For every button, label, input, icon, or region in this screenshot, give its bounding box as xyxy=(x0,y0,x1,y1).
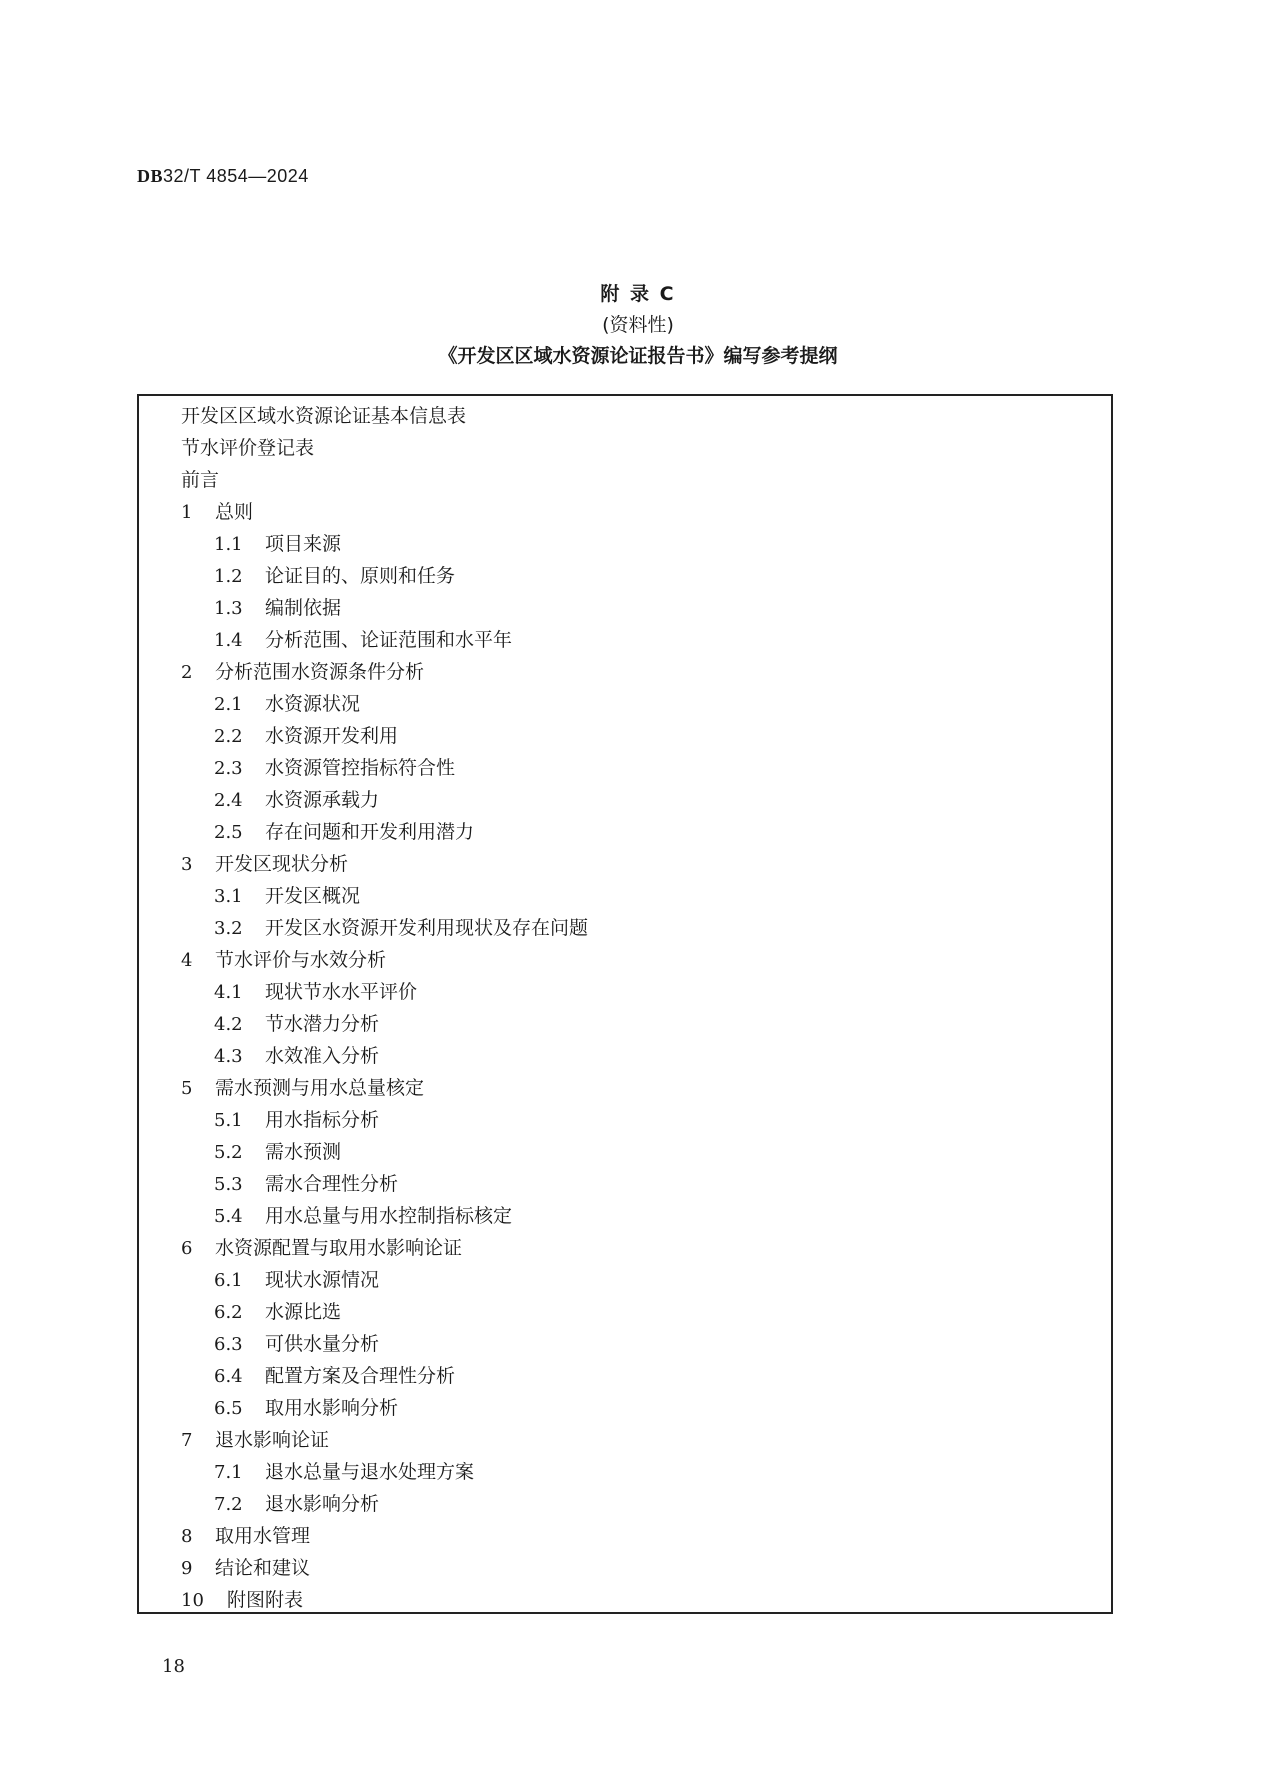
outline-item xyxy=(214,528,341,560)
outline-item-number: 7.2 xyxy=(214,1494,243,1515)
outline-item-number: 5.4 xyxy=(214,1206,243,1227)
outline-item xyxy=(181,496,253,528)
outline-item xyxy=(214,1296,341,1328)
outline-item xyxy=(181,432,314,464)
page-number: 18 xyxy=(162,1656,185,1677)
standard-number: 32/T 4854—2024 xyxy=(163,166,309,186)
outline-item-text: 取用水管理 xyxy=(215,1525,311,1547)
outline-item xyxy=(181,656,424,688)
outline-item xyxy=(214,1360,455,1392)
outline-item xyxy=(214,1456,474,1488)
outline-item xyxy=(214,784,379,816)
outline-item-text: 现状节水水平评价 xyxy=(265,981,418,1003)
outline-item xyxy=(214,592,341,624)
outline-item-number: 4.3 xyxy=(214,1046,243,1067)
outline-item-number: 1.1 xyxy=(214,534,243,555)
outline-item-text: 项目来源 xyxy=(265,533,342,555)
outline-item xyxy=(214,1008,379,1040)
outline-item-number: 8 xyxy=(181,1526,193,1547)
outline-item xyxy=(214,1200,512,1232)
outline-item xyxy=(214,1040,379,1072)
outline-item-number: 1.2 xyxy=(214,566,243,587)
outline-item xyxy=(181,1424,329,1456)
outline-item-number: 2.2 xyxy=(214,726,243,747)
outline-item-text: 用水指标分析 xyxy=(265,1109,380,1131)
outline-item xyxy=(214,1168,398,1200)
outline-item-text: 取用水影响分析 xyxy=(265,1397,399,1419)
outline-item xyxy=(214,880,360,912)
outline-item-number: 2 xyxy=(181,662,193,683)
outline-item-text: 节水评价登记表 xyxy=(181,437,315,459)
outline-item-text: 节水评价与水效分析 xyxy=(215,949,387,971)
outline-item-number: 5.2 xyxy=(214,1142,243,1163)
outline-item-text: 现状水源情况 xyxy=(265,1269,380,1291)
outline-item-text: 存在问题和开发利用潜力 xyxy=(265,821,475,843)
outline-item-number: 5.1 xyxy=(214,1110,243,1131)
outline-item xyxy=(181,400,466,432)
outline-item-text: 水资源开发利用 xyxy=(265,725,399,747)
outline-item-text: 水资源管控指标符合性 xyxy=(265,757,456,779)
outline-item-number: 6.5 xyxy=(214,1398,243,1419)
outline-item-text: 开发区区域水资源论证基本信息表 xyxy=(181,405,467,427)
outline-item-number: 10 xyxy=(181,1590,204,1611)
outline-item xyxy=(214,560,455,592)
outline-item-number: 7.1 xyxy=(214,1462,243,1483)
outline-item-number: 3.1 xyxy=(214,886,243,907)
outline-item-number: 6.2 xyxy=(214,1302,243,1323)
outline-item-text: 节水潜力分析 xyxy=(265,1013,380,1035)
outline-item xyxy=(214,1328,379,1360)
outline-item-text: 水效准入分析 xyxy=(265,1045,380,1067)
outline-item-text: 退水总量与退水处理方案 xyxy=(265,1461,475,1483)
outline-item-text: 总则 xyxy=(215,501,254,523)
outline-item xyxy=(214,624,512,656)
appendix-nature: (资料性) xyxy=(602,314,674,336)
outline-item-text: 水资源状况 xyxy=(265,693,361,715)
outline-item-number: 7 xyxy=(181,1430,193,1451)
outline-item-text: 需水预测与用水总量核定 xyxy=(215,1077,425,1099)
outline-item-text: 水资源承载力 xyxy=(265,789,380,811)
outline-item-number: 1.3 xyxy=(214,598,243,619)
outline-item-number: 4.1 xyxy=(214,982,243,1003)
outline-item xyxy=(181,1520,310,1552)
outline-item xyxy=(214,720,398,752)
outline-item xyxy=(181,1232,462,1264)
outline-item xyxy=(181,1552,310,1584)
outline-item-number: 4 xyxy=(181,950,193,971)
outline-item-text: 开发区概况 xyxy=(265,885,361,907)
outline-item-number: 9 xyxy=(181,1558,193,1579)
outline-item-number: 6 xyxy=(181,1238,193,1259)
outline-item xyxy=(214,1488,379,1520)
outline-item xyxy=(214,816,474,848)
standard-prefix: DB xyxy=(137,166,164,186)
outline-item-text: 退水影响分析 xyxy=(265,1493,380,1515)
outline-item-text: 用水总量与用水控制指标核定 xyxy=(265,1205,513,1227)
appendix-title: 附 录 C xyxy=(600,283,676,305)
outline-item-text: 需水预测 xyxy=(265,1141,342,1163)
outline-item xyxy=(214,752,455,784)
outline-item xyxy=(214,1136,341,1168)
outline-item-text: 配置方案及合理性分析 xyxy=(265,1365,456,1387)
outline-item xyxy=(214,912,588,944)
outline-item xyxy=(214,688,360,720)
outline-item-number: 4.2 xyxy=(214,1014,243,1035)
outline-item xyxy=(214,1104,379,1136)
outline-item-number: 1.4 xyxy=(214,630,243,651)
outline-item-number: 3.2 xyxy=(214,918,243,939)
outline-item xyxy=(214,976,417,1008)
outline-item-number: 2.1 xyxy=(214,694,243,715)
outline-item-number: 5 xyxy=(181,1078,193,1099)
outline-item-number: 6.1 xyxy=(214,1270,243,1291)
outline-item-text: 需水合理性分析 xyxy=(265,1173,399,1195)
outline-item-number: 1 xyxy=(181,502,193,523)
standard-code xyxy=(137,166,309,187)
outline-item-number: 5.3 xyxy=(214,1174,243,1195)
outline-item-text: 论证目的、原则和任务 xyxy=(265,565,456,587)
outline-item-text: 退水影响论证 xyxy=(215,1429,330,1451)
outline-item-text: 分析范围水资源条件分析 xyxy=(215,661,425,683)
outline-item-number: 2.4 xyxy=(214,790,243,811)
outline-item xyxy=(214,1264,379,1296)
outline-item-text: 水资源配置与取用水影响论证 xyxy=(215,1237,463,1259)
outline-item xyxy=(181,848,348,880)
outline-item-text: 结论和建议 xyxy=(215,1557,311,1579)
outline-item-number: 2.3 xyxy=(214,758,243,779)
outline-item xyxy=(181,1072,424,1104)
outline-item-number: 3 xyxy=(181,854,193,875)
appendix-subtitle: 《开发区区域水资源论证报告书》编写参考提纲 xyxy=(438,345,838,367)
outline-item xyxy=(214,1392,398,1424)
outline-item xyxy=(181,1584,303,1616)
outline-item-number: 2.5 xyxy=(214,822,243,843)
outline-item xyxy=(181,944,386,976)
outline-item-text: 开发区现状分析 xyxy=(215,853,349,875)
outline-item-text: 开发区水资源开发利用现状及存在问题 xyxy=(265,917,589,939)
outline-box xyxy=(137,394,1113,1614)
outline-item-text: 分析范围、论证范围和水平年 xyxy=(265,629,513,651)
outline-item-number: 6.4 xyxy=(214,1366,243,1387)
outline-item-text: 水源比选 xyxy=(265,1301,342,1323)
outline-item-text: 编制依据 xyxy=(265,597,342,619)
outline-item-number: 6.3 xyxy=(214,1334,243,1355)
outline-item-text: 前言 xyxy=(181,469,220,491)
outline-item-text: 可供水量分析 xyxy=(265,1333,380,1355)
outline-item-text: 附图附表 xyxy=(227,1589,304,1611)
outline-item xyxy=(181,464,219,496)
